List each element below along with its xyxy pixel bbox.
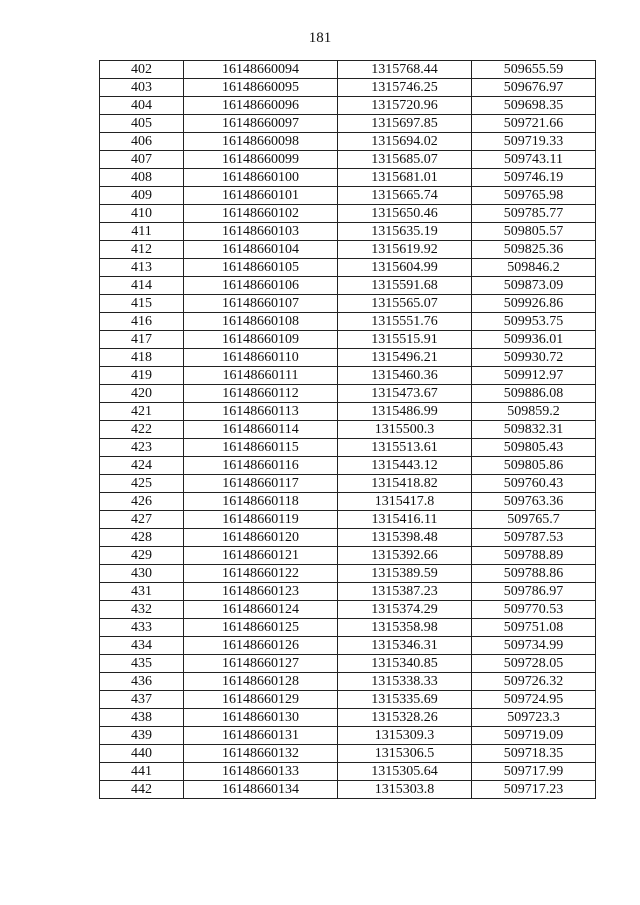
x-coordinate-cell: 1315604.99: [338, 259, 472, 277]
y-coordinate-cell: 509770.53: [472, 601, 596, 619]
table-row: [100, 547, 596, 565]
x-coordinate-cell: 1315685.07: [338, 151, 472, 169]
table-row: [100, 205, 596, 223]
x-coordinate-cell: 1315513.61: [338, 439, 472, 457]
y-coordinate-cell: 509859.2: [472, 403, 596, 421]
x-coordinate-cell: 1315374.29: [338, 601, 472, 619]
row-number-cell: 407: [100, 151, 184, 169]
table-row: [100, 187, 596, 205]
table-row: [100, 313, 596, 331]
y-coordinate-cell: 509787.53: [472, 529, 596, 547]
y-coordinate-cell: 509785.77: [472, 205, 596, 223]
x-coordinate-cell: 1315418.82: [338, 475, 472, 493]
x-coordinate-cell: 1315416.11: [338, 511, 472, 529]
row-number-cell: 409: [100, 187, 184, 205]
cadastral-number-cell: 16148660123: [184, 583, 338, 601]
cadastral-number-cell: 16148660119: [184, 511, 338, 529]
row-number-cell: 422: [100, 421, 184, 439]
x-coordinate-cell: 1315635.19: [338, 223, 472, 241]
x-coordinate-cell: 1315496.21: [338, 349, 472, 367]
x-coordinate-cell: 1315681.01: [338, 169, 472, 187]
cadastral-number-cell: 16148660116: [184, 457, 338, 475]
row-number-cell: 405: [100, 115, 184, 133]
cadastral-number-cell: 16148660133: [184, 763, 338, 781]
y-coordinate-cell: 509936.01: [472, 331, 596, 349]
x-coordinate-cell: 1315460.36: [338, 367, 472, 385]
y-coordinate-cell: 509788.89: [472, 547, 596, 565]
row-number-cell: 442: [100, 781, 184, 799]
x-coordinate-cell: 1315551.76: [338, 313, 472, 331]
table-row: [100, 115, 596, 133]
x-coordinate-cell: 1315720.96: [338, 97, 472, 115]
row-number-cell: 439: [100, 727, 184, 745]
x-coordinate-cell: 1315486.99: [338, 403, 472, 421]
row-number-cell: 416: [100, 313, 184, 331]
y-coordinate-cell: 509717.99: [472, 763, 596, 781]
y-coordinate-cell: 509655.59: [472, 61, 596, 79]
table-row: [100, 529, 596, 547]
y-coordinate-cell: 509726.32: [472, 673, 596, 691]
y-coordinate-cell: 509718.35: [472, 745, 596, 763]
x-coordinate-cell: 1315565.07: [338, 295, 472, 313]
x-coordinate-cell: 1315443.12: [338, 457, 472, 475]
cadastral-number-cell: 16148660111: [184, 367, 338, 385]
cadastral-number-cell: 16148660127: [184, 655, 338, 673]
row-number-cell: 408: [100, 169, 184, 187]
table-row: [100, 61, 596, 79]
table-row: [100, 349, 596, 367]
x-coordinate-cell: 1315768.44: [338, 61, 472, 79]
table-body: [100, 61, 596, 799]
y-coordinate-cell: 509724.95: [472, 691, 596, 709]
table-row: [100, 781, 596, 799]
cadastral-number-cell: 16148660096: [184, 97, 338, 115]
cadastral-number-cell: 16148660120: [184, 529, 338, 547]
x-coordinate-cell: 1315650.46: [338, 205, 472, 223]
y-coordinate-cell: 509765.7: [472, 511, 596, 529]
coordinates-table: [99, 60, 596, 799]
table-row: [100, 691, 596, 709]
table-row: [100, 439, 596, 457]
cadastral-number-cell: 16148660108: [184, 313, 338, 331]
y-coordinate-cell: 509786.97: [472, 583, 596, 601]
y-coordinate-cell: 509734.99: [472, 637, 596, 655]
cadastral-number-cell: 16148660103: [184, 223, 338, 241]
row-number-cell: 415: [100, 295, 184, 313]
row-number-cell: 428: [100, 529, 184, 547]
row-number-cell: 438: [100, 709, 184, 727]
row-number-cell: 435: [100, 655, 184, 673]
table-row: [100, 637, 596, 655]
row-number-cell: 413: [100, 259, 184, 277]
x-coordinate-cell: 1315328.26: [338, 709, 472, 727]
x-coordinate-cell: 1315358.98: [338, 619, 472, 637]
cadastral-number-cell: 16148660130: [184, 709, 338, 727]
y-coordinate-cell: 509846.2: [472, 259, 596, 277]
x-coordinate-cell: 1315309.3: [338, 727, 472, 745]
table-row: [100, 259, 596, 277]
row-number-cell: 404: [100, 97, 184, 115]
y-coordinate-cell: 509719.33: [472, 133, 596, 151]
x-coordinate-cell: 1315619.92: [338, 241, 472, 259]
cadastral-number-cell: 16148660094: [184, 61, 338, 79]
y-coordinate-cell: 509825.36: [472, 241, 596, 259]
cadastral-number-cell: 16148660100: [184, 169, 338, 187]
x-coordinate-cell: 1315387.23: [338, 583, 472, 601]
table-row: [100, 709, 596, 727]
row-number-cell: 436: [100, 673, 184, 691]
row-number-cell: 418: [100, 349, 184, 367]
cadastral-number-cell: 16148660121: [184, 547, 338, 565]
x-coordinate-cell: 1315515.91: [338, 331, 472, 349]
table-row: [100, 295, 596, 313]
y-coordinate-cell: 509912.97: [472, 367, 596, 385]
y-coordinate-cell: 509805.86: [472, 457, 596, 475]
x-coordinate-cell: 1315306.5: [338, 745, 472, 763]
y-coordinate-cell: 509723.3: [472, 709, 596, 727]
table-row: [100, 151, 596, 169]
row-number-cell: 431: [100, 583, 184, 601]
y-coordinate-cell: 509953.75: [472, 313, 596, 331]
row-number-cell: 410: [100, 205, 184, 223]
cadastral-number-cell: 16148660106: [184, 277, 338, 295]
cadastral-number-cell: 16148660112: [184, 385, 338, 403]
cadastral-number-cell: 16148660097: [184, 115, 338, 133]
y-coordinate-cell: 509719.09: [472, 727, 596, 745]
y-coordinate-cell: 509746.19: [472, 169, 596, 187]
y-coordinate-cell: 509751.08: [472, 619, 596, 637]
table-row: [100, 619, 596, 637]
table-row: [100, 511, 596, 529]
cadastral-number-cell: 16148660104: [184, 241, 338, 259]
table-row: [100, 583, 596, 601]
row-number-cell: 420: [100, 385, 184, 403]
y-coordinate-cell: 509926.86: [472, 295, 596, 313]
table-row: [100, 331, 596, 349]
y-coordinate-cell: 509832.31: [472, 421, 596, 439]
page-number: 181: [308, 30, 332, 46]
x-coordinate-cell: 1315340.85: [338, 655, 472, 673]
row-number-cell: 432: [100, 601, 184, 619]
table-row: [100, 169, 596, 187]
table-row: [100, 223, 596, 241]
y-coordinate-cell: 509760.43: [472, 475, 596, 493]
row-number-cell: 425: [100, 475, 184, 493]
row-number-cell: 440: [100, 745, 184, 763]
row-number-cell: 406: [100, 133, 184, 151]
row-number-cell: 411: [100, 223, 184, 241]
table-row: [100, 745, 596, 763]
y-coordinate-cell: 509765.98: [472, 187, 596, 205]
cadastral-number-cell: 16148660131: [184, 727, 338, 745]
y-coordinate-cell: 509873.09: [472, 277, 596, 295]
row-number-cell: 423: [100, 439, 184, 457]
row-number-cell: 433: [100, 619, 184, 637]
table-row: [100, 277, 596, 295]
x-coordinate-cell: 1315591.68: [338, 277, 472, 295]
table-row: [100, 403, 596, 421]
row-number-cell: 441: [100, 763, 184, 781]
y-coordinate-cell: 509743.11: [472, 151, 596, 169]
cadastral-number-cell: 16148660109: [184, 331, 338, 349]
row-number-cell: 437: [100, 691, 184, 709]
cadastral-number-cell: 16148660125: [184, 619, 338, 637]
row-number-cell: 419: [100, 367, 184, 385]
row-number-cell: 402: [100, 61, 184, 79]
cadastral-number-cell: 16148660115: [184, 439, 338, 457]
y-coordinate-cell: 509805.57: [472, 223, 596, 241]
table-row: [100, 565, 596, 583]
x-coordinate-cell: 1315305.64: [338, 763, 472, 781]
x-coordinate-cell: 1315665.74: [338, 187, 472, 205]
table-row: [100, 601, 596, 619]
table-row: [100, 385, 596, 403]
table-row: [100, 97, 596, 115]
row-number-cell: 430: [100, 565, 184, 583]
cadastral-number-cell: 16148660117: [184, 475, 338, 493]
table-row: [100, 475, 596, 493]
x-coordinate-cell: 1315389.59: [338, 565, 472, 583]
table-row: [100, 241, 596, 259]
x-coordinate-cell: 1315746.25: [338, 79, 472, 97]
cadastral-number-cell: 16148660110: [184, 349, 338, 367]
cadastral-number-cell: 16148660098: [184, 133, 338, 151]
cadastral-number-cell: 16148660113: [184, 403, 338, 421]
cadastral-number-cell: 16148660102: [184, 205, 338, 223]
cadastral-number-cell: 16148660107: [184, 295, 338, 313]
table-row: [100, 367, 596, 385]
y-coordinate-cell: 509763.36: [472, 493, 596, 511]
x-coordinate-cell: 1315694.02: [338, 133, 472, 151]
x-coordinate-cell: 1315335.69: [338, 691, 472, 709]
cadastral-number-cell: 16148660105: [184, 259, 338, 277]
y-coordinate-cell: 509717.23: [472, 781, 596, 799]
row-number-cell: 421: [100, 403, 184, 421]
y-coordinate-cell: 509886.08: [472, 385, 596, 403]
cadastral-number-cell: 16148660122: [184, 565, 338, 583]
x-coordinate-cell: 1315338.33: [338, 673, 472, 691]
row-number-cell: 434: [100, 637, 184, 655]
x-coordinate-cell: 1315303.8: [338, 781, 472, 799]
x-coordinate-cell: 1315697.85: [338, 115, 472, 133]
cadastral-number-cell: 16148660124: [184, 601, 338, 619]
y-coordinate-cell: 509698.35: [472, 97, 596, 115]
row-number-cell: 424: [100, 457, 184, 475]
cadastral-number-cell: 16148660128: [184, 673, 338, 691]
row-number-cell: 412: [100, 241, 184, 259]
y-coordinate-cell: 509805.43: [472, 439, 596, 457]
row-number-cell: 427: [100, 511, 184, 529]
cadastral-number-cell: 16148660114: [184, 421, 338, 439]
table-row: [100, 655, 596, 673]
cadastral-number-cell: 16148660095: [184, 79, 338, 97]
table-row: [100, 673, 596, 691]
cadastral-number-cell: 16148660134: [184, 781, 338, 799]
y-coordinate-cell: 509788.86: [472, 565, 596, 583]
x-coordinate-cell: 1315500.3: [338, 421, 472, 439]
y-coordinate-cell: 509721.66: [472, 115, 596, 133]
x-coordinate-cell: 1315392.66: [338, 547, 472, 565]
x-coordinate-cell: 1315346.31: [338, 637, 472, 655]
table-row: [100, 727, 596, 745]
table-row: [100, 421, 596, 439]
row-number-cell: 429: [100, 547, 184, 565]
table-row: [100, 763, 596, 781]
x-coordinate-cell: 1315417.8: [338, 493, 472, 511]
table-row: [100, 457, 596, 475]
table-row: [100, 493, 596, 511]
cadastral-number-cell: 16148660099: [184, 151, 338, 169]
row-number-cell: 414: [100, 277, 184, 295]
y-coordinate-cell: 509930.72: [472, 349, 596, 367]
table-row: [100, 133, 596, 151]
cadastral-number-cell: 16148660129: [184, 691, 338, 709]
x-coordinate-cell: 1315398.48: [338, 529, 472, 547]
row-number-cell: 417: [100, 331, 184, 349]
cadastral-number-cell: 16148660118: [184, 493, 338, 511]
table-row: [100, 79, 596, 97]
cadastral-number-cell: 16148660132: [184, 745, 338, 763]
y-coordinate-cell: 509728.05: [472, 655, 596, 673]
cadastral-number-cell: 16148660101: [184, 187, 338, 205]
row-number-cell: 403: [100, 79, 184, 97]
y-coordinate-cell: 509676.97: [472, 79, 596, 97]
x-coordinate-cell: 1315473.67: [338, 385, 472, 403]
cadastral-number-cell: 16148660126: [184, 637, 338, 655]
row-number-cell: 426: [100, 493, 184, 511]
